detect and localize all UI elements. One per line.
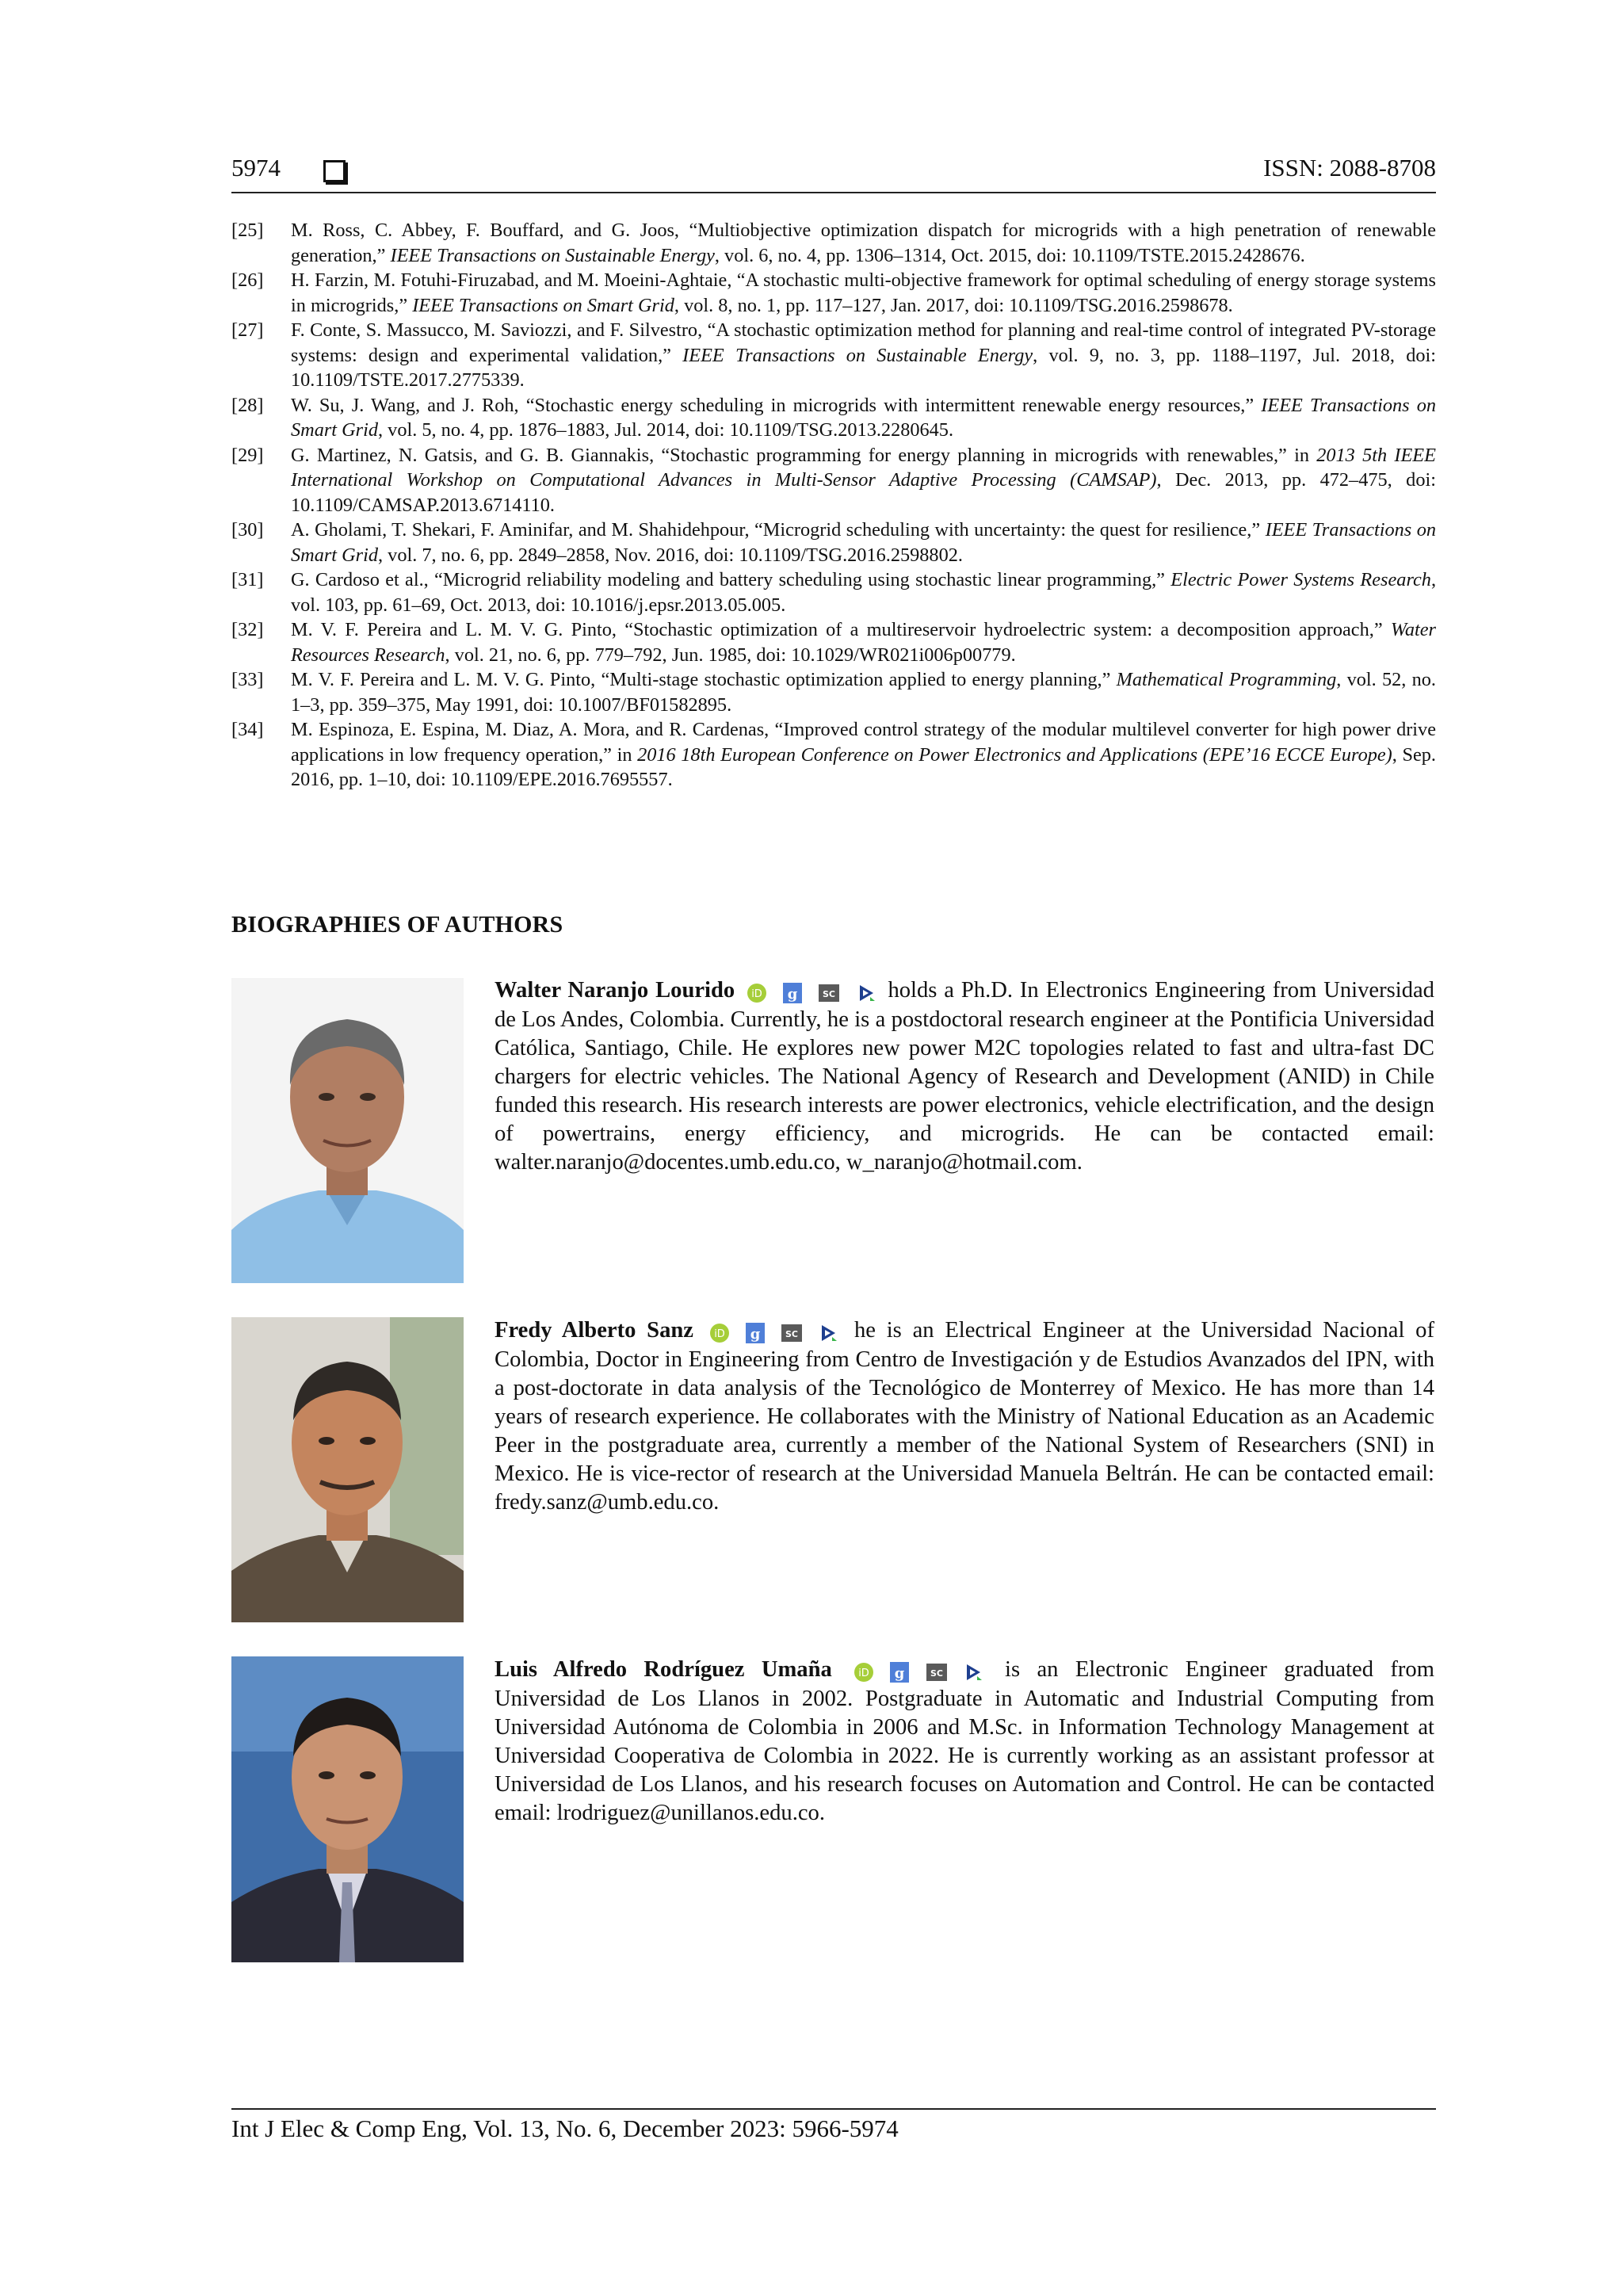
page-footer: Int J Elec & Comp Eng, Vol. 13, No. 6, December 2023: 5966-5974 xyxy=(231,2108,1436,2143)
orcid-icon[interactable] xyxy=(747,983,767,1003)
square-bullet-icon xyxy=(323,160,346,182)
scopus-icon[interactable] xyxy=(781,1324,803,1343)
author-photo xyxy=(231,1656,464,1962)
reference-number: [32] xyxy=(231,619,264,640)
svg-text:g: g xyxy=(750,1325,761,1343)
svg-text:iD: iD xyxy=(858,1667,869,1679)
google-scholar-icon[interactable] xyxy=(889,1661,910,1683)
reference-venue: IEEE Transactions on Smart Grid xyxy=(291,394,1436,441)
author-bio xyxy=(495,1316,1434,1517)
reference-text: F. Conte, S. Massucco, M. Saviozzi, and F. Silvestro, “A stochastic optimization method for planning and real-time control of integrated PV-storage systems: design and experimental validation,” IEEE Transactions on Sustainable Energy, vol. 9, no. 3, pp. 1188–1197, Jul. 2018, doi: 10.1109/TSTE.2017.2775339. xyxy=(291,319,1436,391)
reference-venue: IEEE Transactions on Sustainable Energy xyxy=(682,344,1033,366)
reference-venue: 2016 18th European Conference on Power Electronics and Applications (EPE’16 ECCE Europe) xyxy=(637,743,1392,766)
reference-text: M. V. F. Pereira and L. M. V. G. Pinto, “Stochastic optimization of a multireservoir hydroelectric system: a decomposition approach,” Water Resources Research, vol. 21, no. 6, pp. 779–792, Jun. 1985, doi: 10.1029/WR021i006p00779. xyxy=(291,619,1436,666)
scopus-icon[interactable] xyxy=(926,1663,948,1682)
publons-icon[interactable] xyxy=(963,1662,983,1683)
reference-number: [30] xyxy=(231,519,264,541)
issn: ISSN: 2088-8708 xyxy=(1263,154,1436,181)
author-profile-links xyxy=(709,1317,838,1346)
reference-item xyxy=(231,318,1436,393)
publons-icon[interactable] xyxy=(818,1323,838,1343)
svg-text:g: g xyxy=(895,1664,905,1682)
reference-number: [31] xyxy=(231,569,264,590)
reference-text: M. V. F. Pereira and L. M. V. G. Pinto, “Multi-stage stochastic optimization applied to energy planning,” Mathematical Programming, vol. 52, no. 1–3, pp. 359–375, May 1991, doi: 10.1007/BF01582895. xyxy=(291,669,1436,716)
author-name: Fredy Alberto Sanz xyxy=(495,1318,693,1343)
reference-item xyxy=(231,393,1436,443)
author-bio-text: is an Electronic Engineer graduated from Universidad de Los Llanos in 2002. Postgraduate in Automatic and Industrial Computing from Universidad Autónoma de Colombia in 2006 and M.Sc. in Information Technology Management at Universidad Cooperativa de Colombia in 2022. He is currently working as an assistant professor at Universidad de Los Llanos, and his research focuses on Automation and Control. He can be contacted email: lrodriguez@unillanos.edu.co. xyxy=(495,1657,1434,1826)
reference-venue: IEEE Transactions on Smart Grid xyxy=(412,294,674,316)
author-profile-links xyxy=(854,1656,983,1685)
svg-text:SC: SC xyxy=(785,1328,799,1339)
reference-number: [34] xyxy=(231,719,264,740)
author-bio xyxy=(495,976,1434,1177)
reference-text: A. Gholami, T. Shekari, F. Aminifar, and M. Shahidehpour, “Microgrid scheduling with uncertainty: the quest for resilience,” IEEE Transactions on Smart Grid, vol. 7, no. 6, pp. 2849–2858, Nov. 2016, doi: 10.1109/TSG.2016.2598802. xyxy=(291,519,1436,566)
orcid-icon[interactable] xyxy=(709,1323,730,1343)
author-photo xyxy=(231,978,464,1283)
reference-text: G. Cardoso et al., “Microgrid reliability modeling and battery scheduling using stochastic linear programming,” Electric Power Systems Research, vol. 103, pp. 61–69, Oct. 2013, doi: 10.1016/j.epsr.2013.05.005. xyxy=(291,569,1437,616)
author-bio-text: holds a Ph.D. In Electronics Engineering from Universidad de Los Andes, Colombia. Currently, he is a postdoctoral research engineer at the Pontificia Universidad Católica, Santiago, Chile. He explores new power M2C topologies related to fast and ultra-fast DC chargers for electric vehicles. The National Agency of Research and Development (ANID) in Chile funded this research. His research interests are power electronics, vehicle electrification, and the design of powertrains, energy efficiency, and microgrids. He can be contacted email: walter.naranjo@docentes.umb.edu.co, w_naranjo@hotmail.com. xyxy=(495,978,1434,1175)
reference-number: [29] xyxy=(231,444,264,466)
reference-item xyxy=(231,268,1436,318)
svg-text:iD: iD xyxy=(713,1328,725,1340)
reference-item xyxy=(231,518,1436,567)
author-photo xyxy=(231,1317,464,1622)
svg-text:SC: SC xyxy=(823,988,836,999)
reference-text: M. Espinoza, E. Espina, M. Diaz, A. Mora, and R. Cardenas, “Improved control strategy of the modular multilevel converter for high power drive applications in low frequency operation,” in 2016 18th European Conference on Power Electronics and Applications (EPE’16 ECCE Europe), Sep. 2016, pp. 1–10, doi: 10.1109/EPE.2016.7695557. xyxy=(291,719,1436,790)
reference-item xyxy=(231,218,1436,268)
section-heading: BIOGRAPHIES OF AUTHORS xyxy=(231,911,563,938)
reference-venue: 2013 5th IEEE International Workshop on Computational Advances in Multi-Sensor Adaptive Processing (CAMSAP) xyxy=(291,444,1436,491)
reference-text: W. Su, J. Wang, and J. Roh, “Stochastic energy scheduling in microgrids with intermittent renewable energy resources,” IEEE Transactions on Smart Grid, vol. 5, no. 4, pp. 1876–1883, Jul. 2014, doi: 10.1109/TSG.2013.2280645. xyxy=(291,394,1436,441)
author-name: Walter Naranjo Lourido xyxy=(495,978,735,1003)
reference-text: M. Ross, C. Abbey, F. Bouffard, and G. Joos, “Multiobjective optimization dispatch for microgrids with a high penetration of renewable generation,” IEEE Transactions on Sustainable Energy, vol. 6, no. 4, pp. 1306–1314, Oct. 2015, doi: 10.1109/TSTE.2015.2428676. xyxy=(291,220,1436,266)
scopus-icon[interactable] xyxy=(818,984,840,1003)
reference-text: H. Farzin, M. Fotuhi-Firuzabad, and M. Moeini-Aghtaie, “A stochastic multi-objective framework for optimal scheduling of energy storage systems in microgrids,” IEEE Transactions on Smart Grid, vol. 8, no. 1, pp. 117–127, Jan. 2017, doi: 10.1109/TSG.2016.2598678. xyxy=(291,269,1436,316)
reference-venue: IEEE Transactions on Sustainable Energy xyxy=(390,244,715,266)
author-name: Luis Alfredo Rodríguez Umaña xyxy=(495,1657,832,1682)
reference-number: [26] xyxy=(231,269,264,291)
orcid-icon[interactable] xyxy=(854,1662,874,1683)
author-bio-text: he is an Electrical Engineer at the Universidad Nacional of Colombia, Doctor in Engineering from Centro de Investigación y de Estudios Avanzados del IPN, with a post-doctorate in data analysis of the Tecnológico de Monterrey of Mexico. He has more than 14 years of research experience. He collaborates with the Ministry of National Education as an Academic Peer in the postgraduate area, currently a member of the National System of Researchers (SNI) in Mexico. He is vice-rector of research at the Universidad Manuela Beltrán. He can be contacted email: fredy.sanz@umb.edu.co. xyxy=(495,1318,1434,1515)
author-profile-links xyxy=(747,977,876,1006)
reference-number: [28] xyxy=(231,394,264,416)
page-header xyxy=(231,154,1436,193)
author-bio xyxy=(495,1656,1434,1828)
svg-text:SC: SC xyxy=(930,1668,943,1679)
publons-icon[interactable] xyxy=(856,983,876,1003)
google-scholar-icon[interactable] xyxy=(745,1322,766,1344)
reference-venue: Mathematical Programming xyxy=(1116,669,1337,690)
reference-item xyxy=(231,443,1436,518)
reference-item xyxy=(231,567,1436,617)
reference-text: G. Martinez, N. Gatsis, and G. B. Giannakis, “Stochastic programming for energy planning in microgrids with renewables,” in 2013 5th IEEE International Workshop on Computational Advances in Multi-Sensor Adaptive Processing (CAMSAP), Dec. 2013, pp. 472–475, doi: 10.1109/CAMSAP.2013.6714110. xyxy=(291,444,1436,516)
reference-venue: IEEE Transactions on Smart Grid xyxy=(291,519,1436,566)
reference-number: [27] xyxy=(231,319,264,341)
svg-text:g: g xyxy=(787,985,798,1003)
reference-item xyxy=(231,617,1436,667)
page-number: 5974 xyxy=(231,154,281,181)
reference-item xyxy=(231,667,1436,717)
svg-text:iD: iD xyxy=(751,988,762,1000)
google-scholar-icon[interactable] xyxy=(782,982,803,1004)
reference-number: [33] xyxy=(231,669,264,690)
reference-venue: Water Resources Research xyxy=(291,619,1436,666)
reference-list xyxy=(231,218,1436,793)
reference-number: [25] xyxy=(231,220,264,241)
reference-item xyxy=(231,717,1436,793)
reference-venue: Electric Power Systems Research xyxy=(1170,569,1431,590)
